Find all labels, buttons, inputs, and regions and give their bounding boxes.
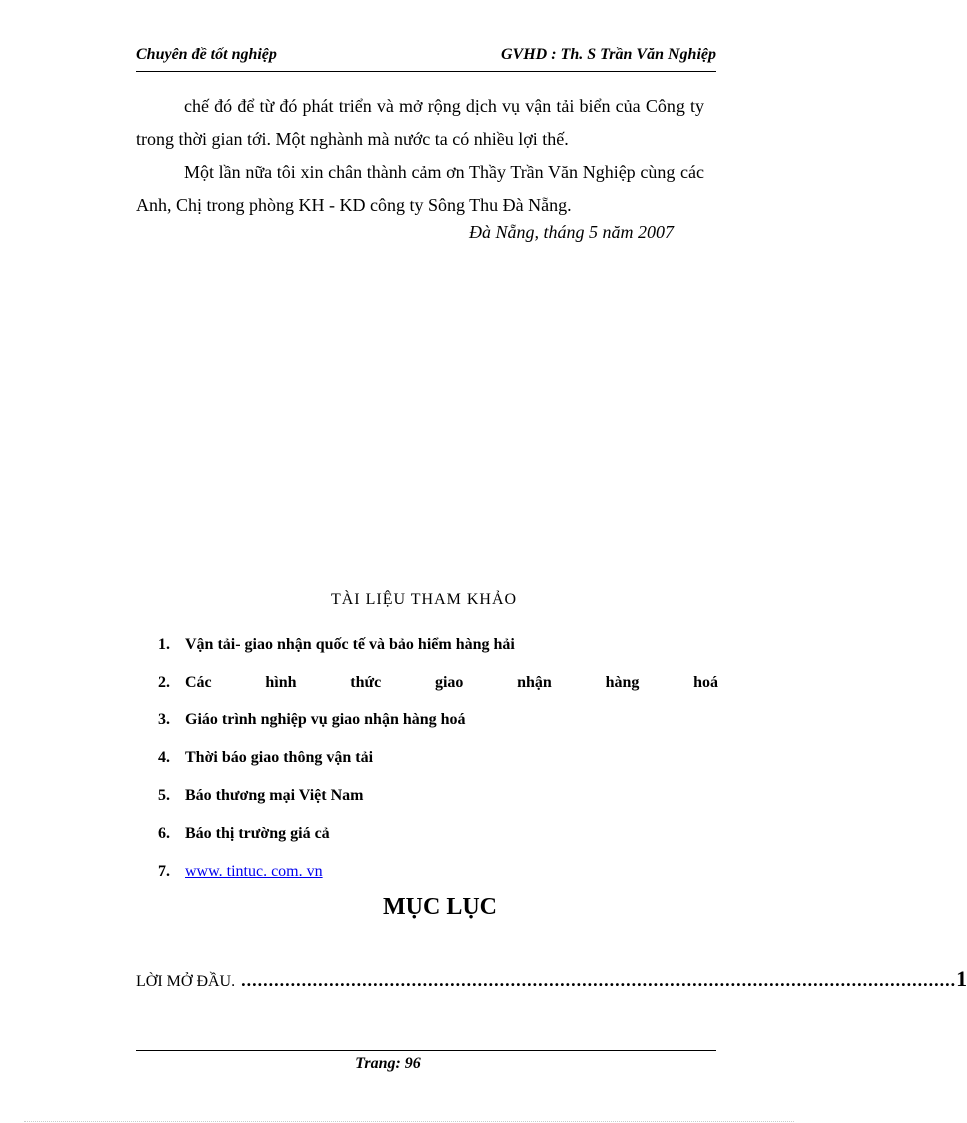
reference-text: Báo thị trường giá cả	[185, 824, 330, 842]
reference-text: Vận tải- giao nhận quốc tế và bảo hiểm hàng hải	[185, 635, 515, 653]
reference-text: Giáo trình nghiệp vụ giao nhận hàng hoá	[185, 711, 466, 729]
references-title: TÀI LIỆU THAM KHẢO	[330, 591, 518, 608]
toc-leader-dots: ..................................................................................................................................	[241, 970, 957, 990]
reference-number: 1.	[158, 635, 170, 653]
reference-text	[185, 674, 718, 692]
reference-item	[158, 702, 718, 740]
header-document-type: Chuyên đề tốt nghiệp	[136, 46, 277, 63]
table-of-contents-title: MỤC LỤC	[383, 894, 497, 920]
reference-word: hình	[265, 673, 297, 691]
references-list	[158, 626, 718, 891]
reference-word: hoá	[693, 673, 718, 691]
reference-item	[158, 815, 718, 853]
reference-item	[158, 853, 718, 891]
page-number-footer: Trang: 96	[355, 1055, 421, 1072]
page-header	[136, 46, 716, 70]
reference-item	[158, 664, 718, 702]
reference-text: Thời báo giao thông vận tải	[185, 749, 374, 767]
toc-entry-label: LỜI MỞ ĐẦU.	[136, 973, 236, 990]
reference-number: 6.	[158, 824, 170, 842]
toc-entry-page-number: 1	[956, 966, 967, 991]
toc-entry[interactable]	[136, 966, 967, 996]
reference-text	[185, 863, 718, 881]
header-divider	[136, 71, 716, 72]
reference-text: Báo thương mại Việt Nam	[185, 787, 364, 805]
reference-word: nhận	[517, 673, 552, 691]
reference-number: 2.	[158, 673, 170, 691]
header-supervisor: GVHD : Th. S Trần Văn Nghiệp	[501, 46, 716, 63]
page-bottom-border	[24, 1121, 794, 1122]
signoff-date-line: Đà Nẵng, tháng 5 năm 2007	[468, 222, 674, 242]
reference-number: 3.	[158, 711, 170, 729]
reference-number: 7.	[158, 862, 170, 880]
reference-word: thức	[350, 673, 382, 691]
reference-website-link[interactable]: www. tintuc. com. vn	[185, 862, 323, 880]
reference-item	[158, 777, 718, 815]
body-paragraph-2: Một lần nữa tôi xin chân thành cảm ơn Thầy Trần Văn Nghiệp cùng các Anh, Chị trong phòng KH - KD công ty Sông Thu Đà Nẵng.	[136, 162, 704, 215]
reference-word: Các	[185, 673, 212, 691]
reference-item	[158, 626, 718, 664]
reference-number: 4.	[158, 749, 170, 767]
reference-word: hàng	[605, 673, 640, 691]
reference-item	[158, 739, 718, 777]
reference-number: 5.	[158, 787, 170, 805]
reference-word: giao	[434, 673, 464, 691]
body-paragraph-1: chế đó để từ đó phát triển và mở rộng dịch vụ vận tải biển của Công ty trong thời gian tới. Một nghành mà nước ta có nhiều lợi thế.	[136, 96, 704, 149]
footer-divider	[136, 1050, 716, 1051]
